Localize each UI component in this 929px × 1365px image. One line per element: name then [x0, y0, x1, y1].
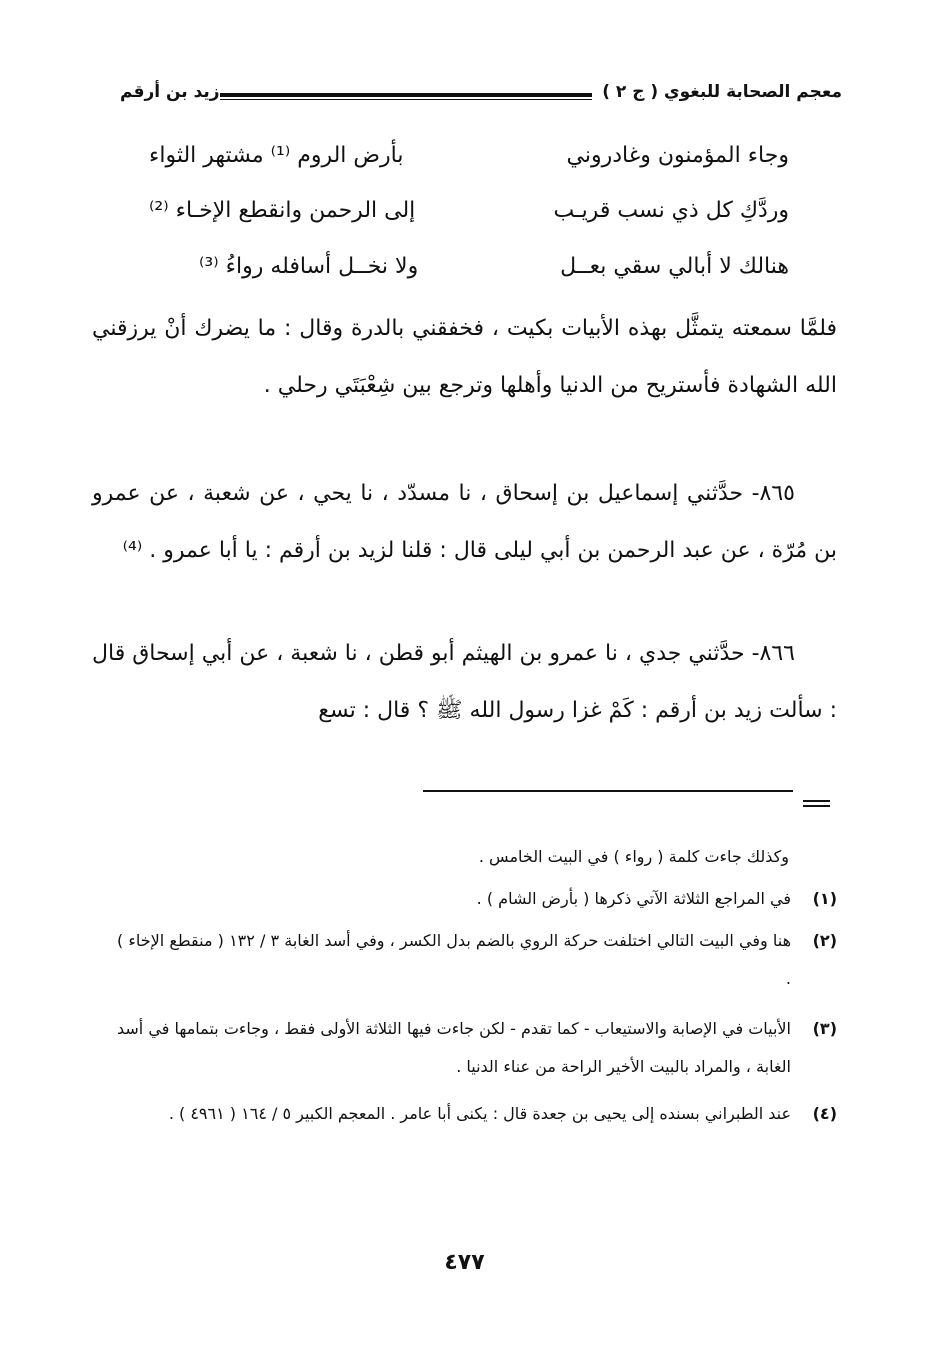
footnote-text: في المراجع الثلاثة الآتي ذكرها ( بأرض الشام ) .	[476, 889, 791, 908]
header-rule-thin	[220, 99, 592, 100]
footnote-separator	[423, 790, 793, 792]
header-rule	[220, 93, 592, 97]
footnote	[117, 1010, 837, 1086]
verse-first-hemistich: هنالك لا أبالي سقي بعــل	[560, 254, 789, 279]
verse-first-hemistich: وجاء المؤمنون وغادروني	[566, 143, 789, 168]
footnote-text: هنا وفي البيت التالي اختلفت حركة الروي بالضم بدل الكسر ، وفي أسد الغابة ٣ / ١٣٢ ( منقطع الإخاء ) .	[117, 931, 792, 988]
hadith-paragraph: ٨٦٦- حدَّثني جدي ، نا عمرو بن الهيثم أبو قطن ، نا شعبة ، عن أبي إسحاق قال : سألت زيد بن أرقم : كَمْ غزا رسول الله ﷺ ؟ قال : تسع	[92, 641, 837, 723]
footnote-text: عند الطبراني بسنده إلى يحيى بن جعدة قال : يكنى أبا عامر . المعجم الكبير ٥ / ١٦٤ ( ٤٩٦١ ) .	[168, 1104, 791, 1123]
footnote-number: (٢)	[812, 931, 837, 950]
body-paragraph: فلمَّا سمعته يتمثَّل بهذه الأبيات بكيت ، فخفقني بالدرة وقال : ما يضرك أنْ يرزقني الله الشهادة فأستريح من الدنيا وأهلها وترجع بين شِعْبَتَي رحلي .	[92, 316, 837, 398]
footnote-text: وكذلك جاءت كلمة ( رواء ) في البيت الخامس .	[478, 847, 789, 866]
poem-verse	[149, 143, 789, 183]
verse-second-hemistich: ولا نخــل أسافله رواءُ ⁽³⁾	[199, 254, 419, 279]
footnote-number: (٣)	[812, 1019, 837, 1038]
footnote	[117, 880, 837, 918]
verse-first-hemistich: وردَّكِ كل ذي نسب قريـب	[553, 198, 789, 223]
verse-second-hemistich: بأرض الروم ⁽¹⁾ مشتهر الثواء	[149, 143, 404, 168]
verse-second-hemistich: إلى الرحمن وانقطع الإخـاء ⁽²⁾	[149, 198, 416, 223]
running-header	[120, 78, 842, 112]
poem-verse	[149, 198, 789, 238]
page-number: ٤٧٧	[444, 1250, 485, 1275]
poem-verse	[149, 254, 789, 294]
chapter-title: زيد بن أرقم	[120, 82, 220, 102]
book-title: معجم الصحابة للبغوي ( ج ٢ )	[602, 82, 842, 102]
footnote-text: الأبيات في الإصابة والاستيعاب - كما تقدم - لكن جاءت فيها الثلاثة الأولى فقط ، وجاءت بتمامها في أسد الغابة ، والمراد بالبيت الأخير الراحة من عناء الدنيا .	[117, 1019, 791, 1076]
footnote-number: (١)	[812, 889, 837, 908]
footnote	[117, 922, 837, 998]
footnote-continuation-mark	[803, 800, 830, 807]
hadith-paragraph: ٨٦٥- حدَّثني إسماعيل بن إسحاق ، نا مسدّد ، نا يحي ، عن شعبة ، عن عمرو بن مُرّة ، عن عبد الرحمن بن أبي ليلى قال : قلنا لزيد بن أرقم : يا أبا عمرو . ⁽⁴⁾	[92, 481, 837, 563]
footnote-continuation	[117, 838, 837, 876]
footnote-number: (٤)	[812, 1104, 837, 1123]
footnote	[117, 1095, 837, 1133]
